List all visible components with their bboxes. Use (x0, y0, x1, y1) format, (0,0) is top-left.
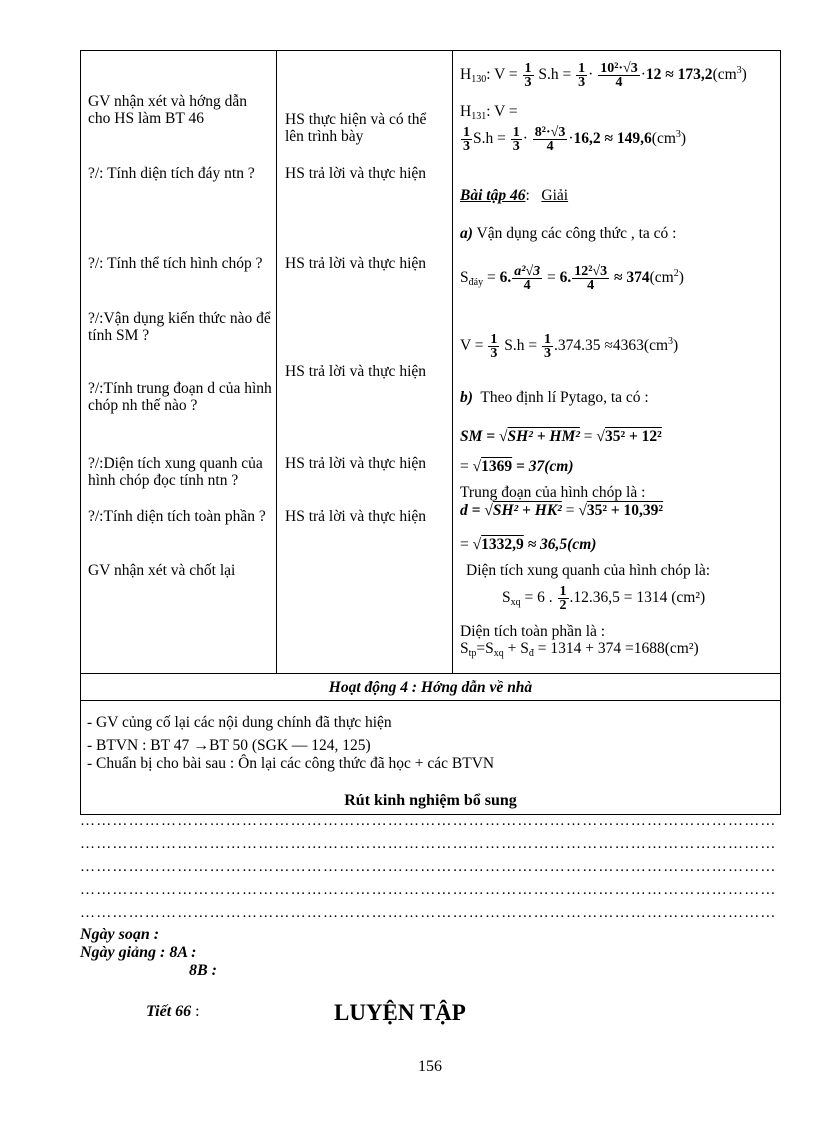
dotted-line: ………………………………………………………………………………………………………………… (80, 836, 777, 852)
column-divider-2 (452, 50, 453, 673)
activity4-line2: - BTVN : BT 47 →BT 50 (SGK — 124, 125) (87, 737, 371, 754)
ngay-giang: Ngày giảng : 8A : (80, 944, 197, 961)
dotted-line: ………………………………………………………………………………………………………………… (80, 859, 777, 875)
h130-formula: $H_{130}$: V = $\frac{1}{3}$ S.h = $\frac{1}{3}$ · $\frac{\text{10²·√3}}{4}$ $\cdot 12 \approx 173,2(cm^3)$ (460, 61, 747, 90)
left-item: ?/:Tính trung đoạn d của hình chóp nh thế nào ? (88, 380, 272, 414)
middle-item: HS trả lời và thực hiện (285, 165, 426, 182)
activity4-title: Hoạt động 4 : Hớng dẫn về nhà (328, 679, 533, 696)
h131-formula: $H_{131}$: V = (460, 103, 518, 122)
volume-formula: V = $\frac{1}{3}$ S.h = $\frac{1}{3}$ $.374.35 \approx 4363(cm^3)$ (460, 332, 679, 361)
left-item: ?/: Tính thể tích hình chóp ? (88, 255, 263, 272)
table-border-top (80, 50, 781, 51)
part-a: a) Vận dụng các công thức , ta có : (460, 225, 677, 242)
dotted-line: ………………………………………………………………………………………………………………… (80, 905, 777, 921)
middle-item: HS trả lời và thực hiện (285, 455, 426, 472)
column-divider-1 (276, 50, 277, 673)
left-item: ?/:Vận dụng kiến thức nào để tính SM ? (88, 310, 271, 344)
left-item: ?/:Tính diện tích toàn phần ? (88, 508, 266, 525)
dotted-line: ………………………………………………………………………………………………………………… (80, 882, 777, 898)
left-item: ?/: Tính diện tích đáy ntn ? (88, 165, 255, 182)
apothem-title: Trung đoạn của hình chóp là : (460, 484, 646, 501)
activity4-line3: - Chuẩn bị cho bài sau : Ôn lại các công thức đã học + các BTVN (87, 755, 495, 772)
lateral-title: Diện tích xung quanh của hình chóp là: (466, 562, 711, 579)
middle-item: HS trả lời và thực hiện (285, 363, 426, 380)
activity4-line1: - GV củng cố lại các nội dung chính đã thực hiện (87, 714, 392, 731)
activity4-title-divider (80, 700, 781, 701)
middle-item: HS trả lời và thực hiện (285, 508, 426, 525)
ngay-soan: Ngày soạn : (80, 926, 160, 943)
total-title: Diện tích toàn phần là : (460, 623, 606, 640)
left-item: ?/:Diện tích xung quanh của hình chóp đọc tính ntn ? (88, 455, 263, 489)
page-number: 156 (418, 1058, 442, 1075)
d-result: = √1332,9 ≈ 36,5(cm) (460, 536, 597, 553)
arrow-right-icon: → (193, 737, 210, 754)
h131-formula-line2: $\frac{1}{3}$ S.h = $\frac{1}{3}$ · $\frac{\text{8²·√3}}{4}$ $\cdot 16,2 \approx 149,6(cm^3)$ (463, 125, 687, 154)
exercise-title: Bài tập 46: Giải (460, 187, 569, 204)
left-item: GV nhận xét và chốt lại (88, 562, 236, 579)
tiet-label: Tiết 66 : (146, 1003, 200, 1020)
part-b: b) Theo định lí Pytago, ta có : (460, 389, 649, 406)
middle-item: HS trả lời và thực hiện (285, 255, 426, 272)
experience-title: Rút kinh nghiệm bổ sung (344, 792, 517, 809)
row-divider (80, 673, 781, 674)
left-item: GV nhận xét và hớng dẫn cho HS làm BT 46 (88, 93, 248, 127)
class-8b: 8B : (189, 962, 217, 979)
sm-result: = √1369 = 37(cm) (460, 458, 574, 475)
lateral-formula: $S_{xq} = 6$ . $\frac{1}{2}$ .12.36,5 = 1314 (cm²) (502, 584, 706, 613)
dotted-line: ………………………………………………………………………………………………………………… (80, 813, 777, 829)
s-day-formula: $S_{đáy} = 6$. $\frac{\text{a²√3}}{4}$ = 6. $\frac{\text{12²√3}}{4}$ ≈ $374(cm^2)$ (460, 264, 684, 293)
middle-item: HS thực hiện và có thể lên trình bày (285, 111, 427, 145)
d-formula: d = √SH² + HK² = √35² + 10,39² (460, 502, 664, 519)
sm-formula: SM = √SH² + HM² = √35² + 12² (460, 428, 662, 445)
total-formula: $S_{tp}=S_{xq} + S_đ = 1314 + 374 =1688(cm^2)$ (460, 640, 699, 659)
lesson-title: LUYỆN TẬP (334, 1000, 466, 1025)
